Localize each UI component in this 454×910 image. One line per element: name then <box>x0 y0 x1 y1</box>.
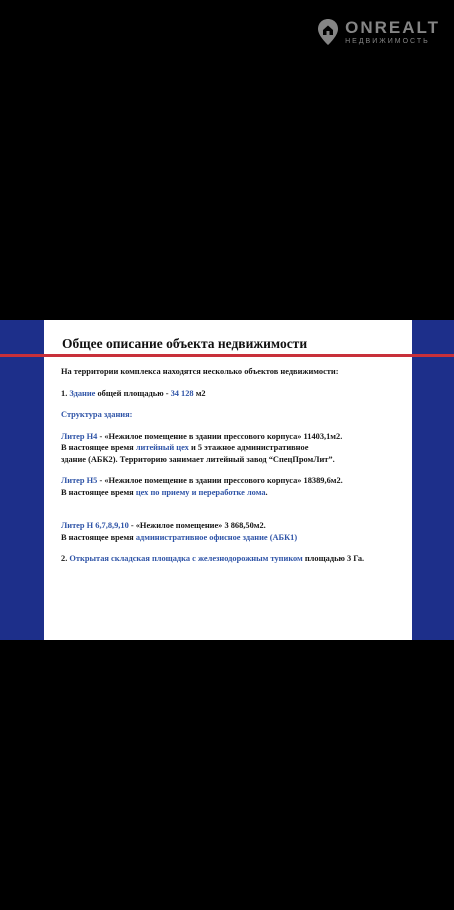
liter-h4-highlight: литейный цех <box>135 443 189 452</box>
liter-h4-description: - «Нежилое помещение в здании прессового корпуса» 11403,1м2. <box>97 431 343 441</box>
structure-heading: Структура здания: <box>61 410 133 419</box>
logo-subtitle: НЕДВИЖИМОСТЬ <box>345 38 430 45</box>
intro-text: На территории комплекса находятся несколько объектов недвижимости: <box>61 367 339 376</box>
presentation-slide <box>0 320 454 640</box>
liter-h6-label: Литер Н 6,7,8,9,10 <box>61 521 129 530</box>
liter-h4-block <box>61 431 407 466</box>
liter-h6-line-2 <box>61 532 407 544</box>
liter-h4-line-3: здание (АБК2). Территорию занимает литейный завод “СпецПромЛит”. <box>61 454 335 464</box>
liter-h5-line-1 <box>61 475 407 487</box>
item-1-unit: м2 <box>193 388 206 398</box>
item-1-text: общей площадью - <box>95 388 171 398</box>
liter-h5-line-2-end: . <box>265 487 268 497</box>
liter-h4-line-2 <box>61 442 407 454</box>
liter-h6-line-2-start: В настоящее время <box>61 532 136 542</box>
liter-h6-description: - «Нежилое помещение» 3 868,50м2. <box>128 521 266 530</box>
slide-title: Общее описание объекта недвижимости <box>62 336 308 351</box>
liter-h6-highlight: административное офисное здание (АБК1) <box>135 532 298 542</box>
location-pin-icon <box>317 18 339 46</box>
liter-h5-label: Литер Н5 <box>61 476 98 485</box>
liter-h5-line-2-start: В настоящее время <box>61 487 136 497</box>
item-1-highlight: Здание <box>69 388 96 398</box>
item-1-number: 1. <box>61 388 70 398</box>
title-divider <box>0 354 454 357</box>
logo-name: ONREALT <box>345 18 440 37</box>
item-2-number: 2. <box>61 554 70 563</box>
liter-h4-line-2-start: В настоящее время <box>61 443 136 452</box>
liter-h5-block <box>61 475 407 498</box>
slide-content <box>61 366 407 565</box>
liter-h5-line-2 <box>61 487 407 499</box>
item-1-value: 34 128 <box>170 388 194 398</box>
liter-h5-description: - «Нежилое помещение в здании прессового корпуса» 18389,6м2. <box>97 476 343 485</box>
item-1 <box>61 388 407 400</box>
liter-h5-highlight: цех по приему и переработке лома <box>135 487 266 497</box>
liter-h6-line-1 <box>61 520 407 532</box>
liter-h4-line-1 <box>61 431 407 443</box>
item-2 <box>61 553 407 565</box>
liter-h6-block <box>61 520 407 543</box>
item-2-text: площадью 3 Га. <box>302 554 365 563</box>
liter-h4-label: Литер Н4 <box>61 431 98 441</box>
slide-header <box>0 320 454 368</box>
item-2-highlight: Открытая складская площадка с железнодорожным тупиком <box>69 554 303 563</box>
liter-h4-line-2-end: и 5 этажное административное <box>188 443 309 452</box>
onrealt-logo <box>317 18 440 46</box>
